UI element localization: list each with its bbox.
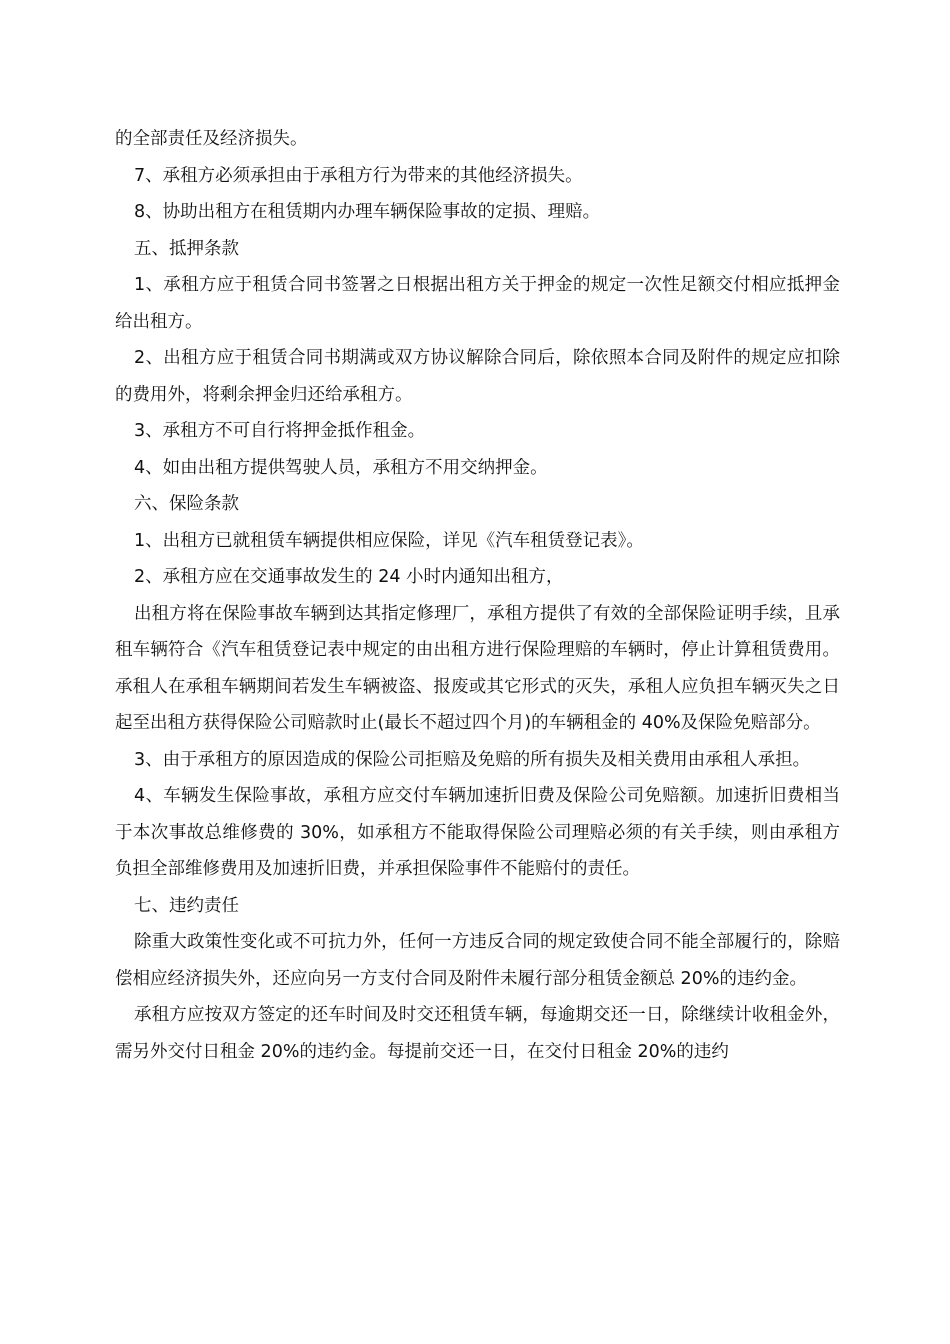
section-heading-breach: 七、违约责任 [134,895,239,916]
document-body [115,121,840,1070]
paragraph-breach-general: 除重大政策性变化或不可抗力外，任何一方违反合同的规定致使合同不能全部履行的，除赔偿相应经济损失外，还应向另一方支付合同及附件未履行部分租赁金额总 20%的违约金。 [115,932,840,989]
paragraph-clause-7: 7、承租方必须承担由于承租方行为带来的其他经济损失。 [134,165,583,186]
paragraph-insurance-1: 1、出租方已就租赁车辆提供相应保险，详见《汽车租赁登记表》。 [134,530,644,551]
paragraph-deposit-3: 3、承租方不可自行将押金抵作租金。 [134,421,426,441]
section-heading-deposit: 五、抵押条款 [134,238,239,259]
paragraph-insurance-3: 3、由于承租方的原因造成的保险公司拒赔及免赔的所有损失及相关费用由承租人承担。 [134,749,811,770]
paragraph-insurance-4: 4、车辆发生保险事故，承租方应交付车辆加速折旧费及保险公司免赔额。加速折旧费相当于本次事故总维修费的 30%，如承租方不能取得保险公司理赔必须的有关手续，则由承租方负担全部维修费用及加速折旧费，并承担保险事件不能赔付的责任。 [115,786,840,879]
section-heading-insurance: 六、保险条款 [134,494,239,514]
paragraph-deposit-4: 4、如由出租方提供驾驶人员，承租方不用交纳押金。 [134,457,548,478]
paragraph-deposit-2: 2、出租方应于租赁合同书期满或双方协议解除合同后，除依照本合同及附件的规定应扣除的费用外，将剩余押金归还给承租方。 [115,348,840,405]
paragraph-clause-8: 8、协助出租方在租赁期内办理车辆保险事故的定损、理赔。 [134,202,601,222]
paragraph-liability-continuation: 的全部责任及经济损失。 [115,129,308,149]
paragraph-breach-return: 承租方应按双方签定的还车时间及时交还租赁车辆，每逾期交还一日，除继续计收租金外，需另外交付日租金 20%的违约金。每提前交还一日，在交付日租金 20%的违约 [115,1005,840,1062]
paragraph-deposit-1: 1、承租方应于租赁合同书签署之日根据出租方关于押金的规定一次性足额交付相应抵押金给出租方。 [115,275,840,332]
paragraph-insurance-claim: 出租方将在保险事故车辆到达其指定修理厂，承租方提供了有效的全部保险证明手续，且承租车辆符合《汽车租赁登记表中规定的由出租方进行保险理赔的车辆时，停止计算租赁费用。承租人在承租车辆期间若发生车辆被盗、报废或其它形式的灭失，承租人应负担车辆灭失之日起至出租方获得保险公司赔款时止(最长不超过四个月)的车辆租金的 40%及保险免赔部分。 [115,603,840,733]
paragraph-insurance-2: 2、承租方应在交通事故发生的 24 小时内通知出租方， [134,567,564,587]
